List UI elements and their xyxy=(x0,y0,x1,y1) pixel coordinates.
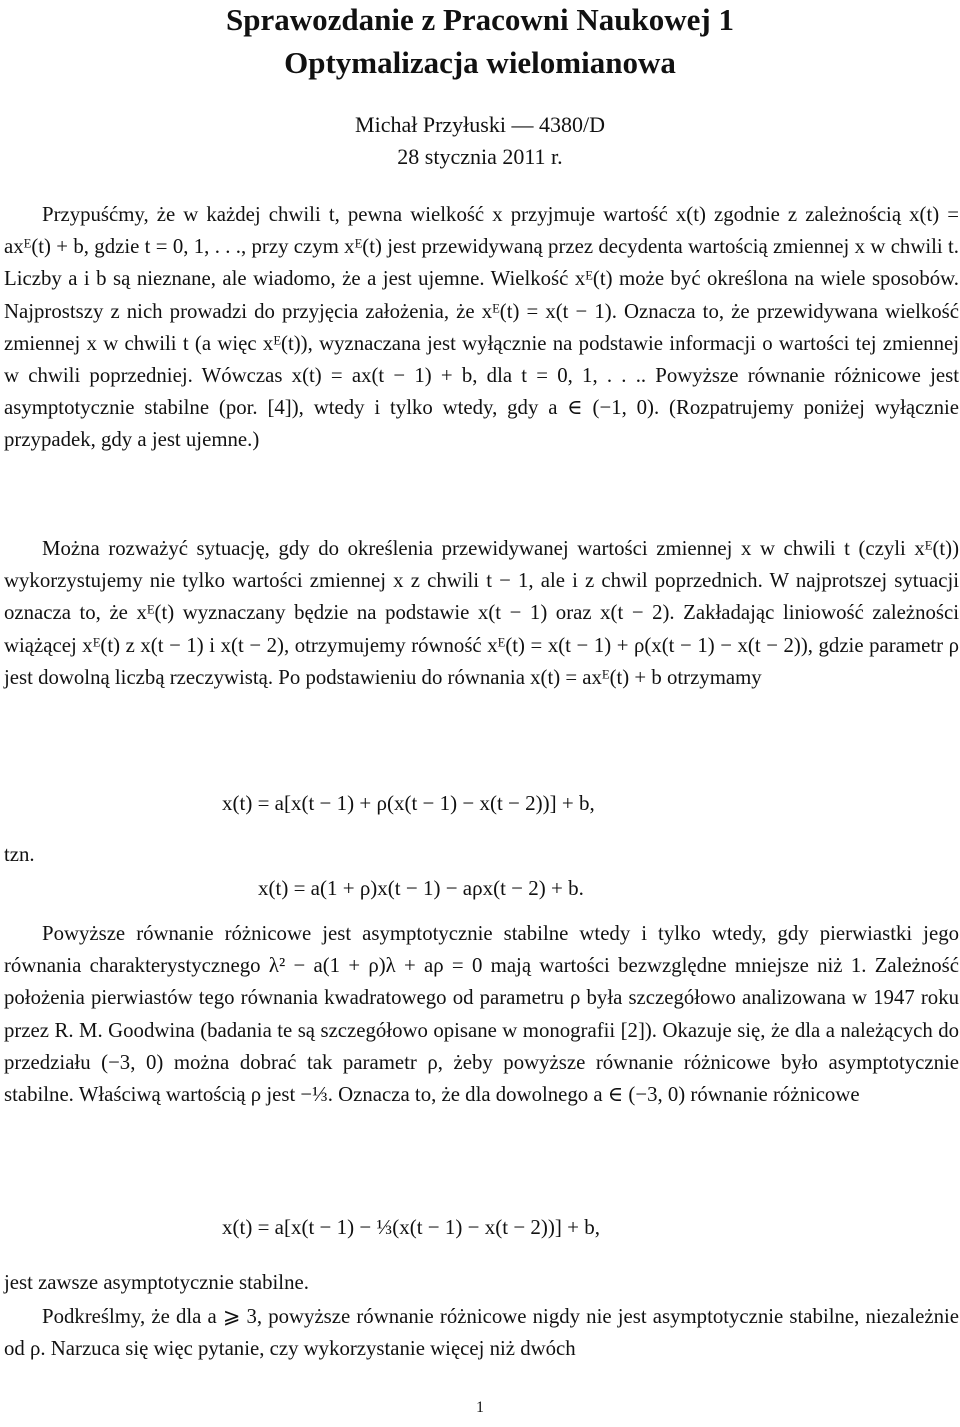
paragraph-2 xyxy=(4,533,959,694)
page-number: 1 xyxy=(476,1399,484,1416)
equation-2: x(t) = a(1 + ρ)x(t − 1) − aρx(t − 2) + b. xyxy=(258,876,584,900)
paragraph-4: jest zawsze asymptotycznie stabilne. xyxy=(4,1271,309,1294)
paragraph-5 xyxy=(4,1301,959,1365)
author-line: Michał Przyłuski — 4380/D xyxy=(355,112,605,137)
paragraph-5-text: Podkreślmy, że dla a ⩾ 3, powyższe równanie różnicowe nigdy nie jest asymptotycznie stabilne, niezależnie od ρ. Narzuca się więc pytanie, czy wykorzystanie więcej niż dwóch xyxy=(4,1305,959,1361)
equation-1: x(t) = a[x(t − 1) + ρ(x(t − 1) − x(t − 2))] + b, xyxy=(222,791,595,815)
paragraph-2-text: Można rozważyć sytuację, gdy do określenia przewidywanej wartości zmiennej x w chwili t (czyli xᴱ(t)) wykorzystujemy nie tylko wartości zmiennej x z chwili t − 1, ale i z chwil poprzednich. W najprotszej sytuacji oznacza to, że xᴱ(t) wyznaczany będzie na podstawie x(t − 1) oraz x(t − 2). Zakładając liniowość zależności wiążącej xᴱ(t) z x(t − 1) i x(t − 2), otrzymujemy równość xᴱ(t) = x(t − 1) + ρ(x(t − 1) − x(t − 2)), gdzie parametr ρ jest dowolną liczbą rzeczywistą. Po podstawieniu do równania x(t) = axᴱ(t) + b otrzymamy xyxy=(4,537,959,689)
paper-title: Sprawozdanie z Pracowni Naukowej 1 xyxy=(225,2,735,37)
date-line: 28 stycznia 2011 r. xyxy=(397,144,563,169)
paragraph-1-text: Przypuśćmy, że w każdej chwili t, pewna wielkość x przyjmuje wartość x(t) zgodnie z zależnością x(t) = axᴱ(t) + b, gdzie t = 0, 1, . . ., przy czym xᴱ(t) jest przewidywaną przez decydenta wartością zmiennej x w chwili t. Liczby a i b są nieznane, ale wiadomo, że a jest ujemne. Wielkość xᴱ(t) może być określona na wiele sposobów. Najprostszy z nich prowadzi do przyjęcia założenia, że xᴱ(t) = x(t − 1). Oznacza to, że przewidywana wielkość zmiennej x w chwili t (a więc xᴱ(t)), wyznaczana jest wyłącznie na podstawie informacji o wartości tej zmiennej w chwili poprzedniej. Wówczas x(t) = ax(t − 1) + b, dla t = 0, 1, . . .. Powyższe równanie różnicowe jest asymptotycznie stabilne (por. [4]), wtedy i tylko wtedy, gdy a ∈ (−1, 0). (Rozpatrujemy poniżej wyłącznie przypadek, gdy a jest ujemne.) xyxy=(4,203,959,452)
paper-subtitle: Optymalizacja wielomianowa xyxy=(284,45,676,80)
paragraph-1 xyxy=(4,199,959,457)
paragraph-3-text: Powyższe równanie różnicowe jest asymptotycznie stabilne wtedy i tylko wtedy, gdy pierwiastki jego równania charakterystycznego λ² − a(1 + ρ)λ + aρ = 0 mają wartości bezwzględne mniejsze niż 1. Zależność położenia pierwiastów tego równania kwadratowego od parametru ρ była szczegółowo analizowana w 1947 roku przez R. M. Goodwina (badania te są szczegółowo opisane w monografii [2]). Okazuje się, że dla a należących do przedziału (−3, 0) można dobrać tak parametr ρ, żeby powyższe równanie różnicowe było asymptotycznie stabilne. Właściwą wartością ρ jest −⅓. Oznacza to, że dla dowolnego a ∈ (−3, 0) równanie różnicowe xyxy=(4,922,959,1107)
paragraph-3 xyxy=(4,918,959,1111)
equation-3: x(t) = a[x(t − 1) − ⅓(x(t − 1) − x(t − 2))] + b, xyxy=(222,1215,600,1239)
tzn-label: tzn. xyxy=(4,843,35,866)
